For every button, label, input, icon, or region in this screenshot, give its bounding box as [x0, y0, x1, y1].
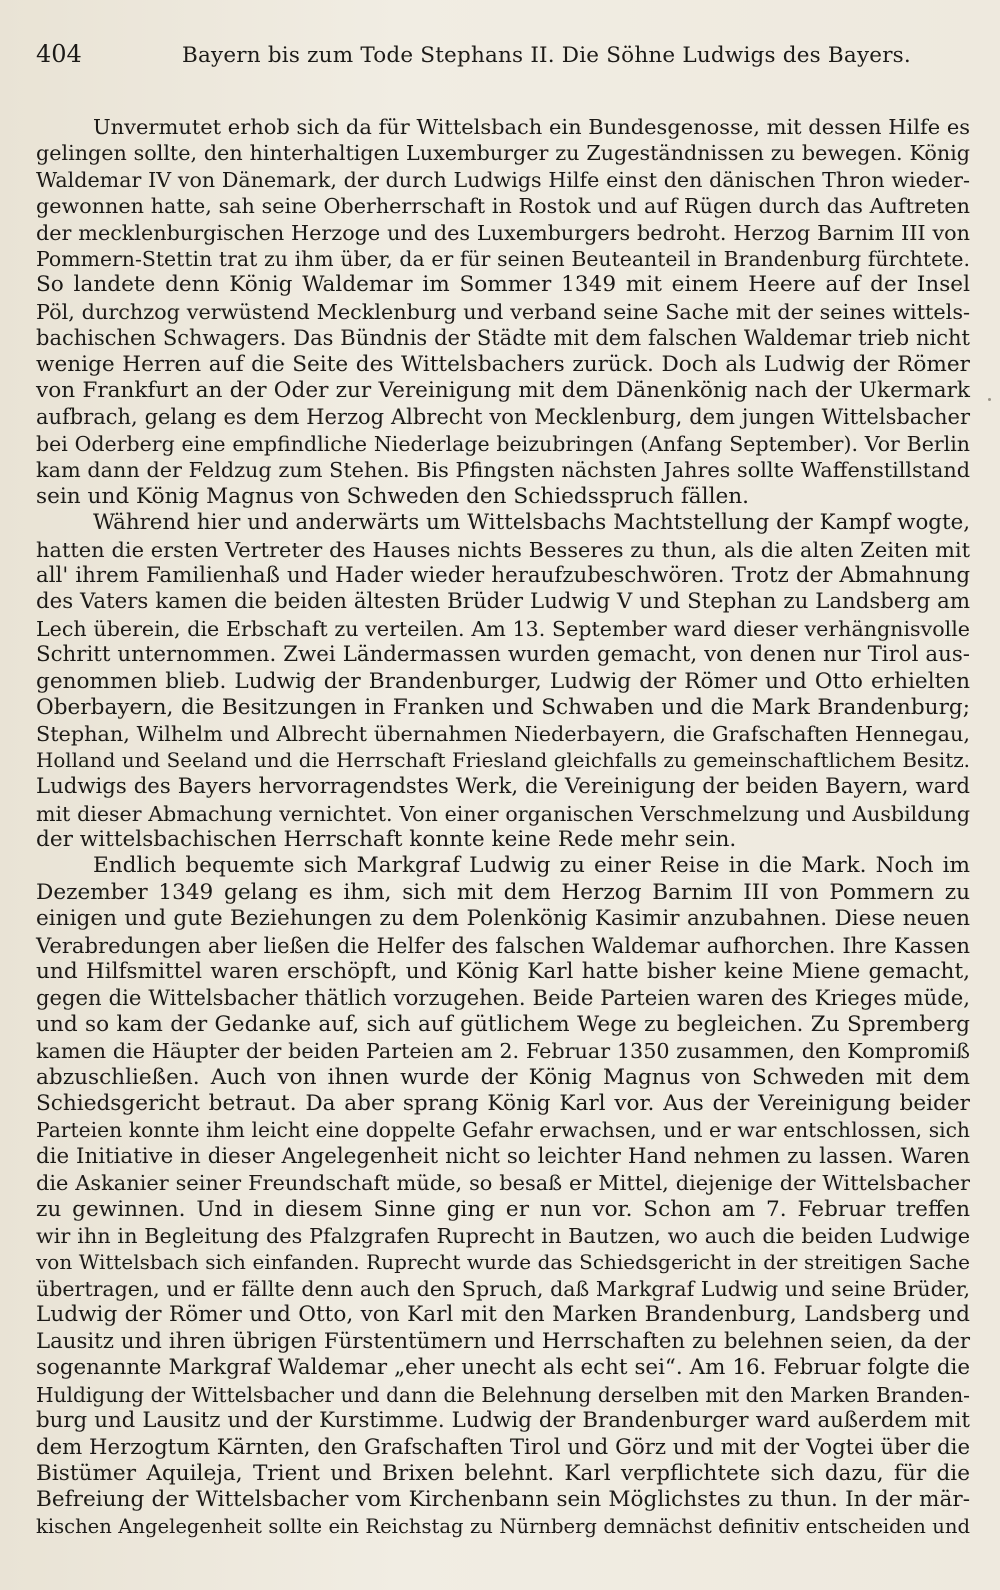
text-line: mit dieser Abmachung vernichtet. Von einer organischen Verschmelzung und Ausbildung: [36, 801, 970, 826]
text-line: Dezember 1349 gelang es ihm, sich mit dem Herzog Barnim III von Pommern zu: [36, 879, 970, 905]
text-line: Lech überein, die Erbschaft zu verteilen. Am 13. September ward dieser verhängnisvolle: [36, 616, 970, 641]
text-line: der wittelsbachischen Herrschaft konnte keine Rede mehr sein.: [36, 826, 737, 852]
text-line: Huldigung der Wittelsbacher und dann die Belehnung derselben mit den Marken Branden-: [36, 1382, 970, 1407]
text-line: gewonnen hatte, sah seine Oberherrschaft in Rostok und auf Rügen durch das Auftreten: [36, 194, 970, 219]
text-line: kam dann der Feldzug zum Stehen. Bis Pfingsten nächsten Jahres sollte Waffenstillstand: [36, 458, 970, 483]
page-number: 404: [36, 40, 82, 68]
text-line: sogenannte Markgraf Waldemar „eher unecht als echt sei“. Am 16. Februar folgte die: [36, 1355, 970, 1381]
text-line: Schritt unternommen. Zwei Ländermassen wurden gemacht, von denen nur Tirol aus-: [36, 642, 970, 668]
text-line: bei Oderberg eine empfindliche Niederlage beizubringen (Anfang September). Vor Berlin: [36, 431, 970, 456]
text-line: Bistümer Aquileja, Trient und Brixen belehnt. Karl verpflichtete sich dazu, für die: [36, 1460, 970, 1486]
text-line: So landete denn König Waldemar im Sommer 1349 mit einem Heere auf der Insel: [36, 272, 970, 298]
text-line: die Askanier seiner Freundschaft müde, so besaß er Mittel, diejenige der Wittelsbacher: [36, 1171, 970, 1196]
text-line: Schiedsgericht betraut. Da aber sprang König Karl vor. Aus der Vereinigung beider: [36, 1091, 970, 1117]
running-head: Bayern bis zum Tode Stephans II. Die Söhne Ludwigs des Bayers.: [182, 43, 911, 68]
text-line: Lausitz und ihren übrigen Fürstentümern und Herrschaften zu belehnen seien, da der: [36, 1328, 970, 1354]
text-line: genommen blieb. Ludwig der Brandenburger, Ludwig der Römer und Otto erhielten: [36, 668, 970, 694]
text-line: Befreiung der Wittelsbacher vom Kirchenbann sein Möglichstes zu thun. In der mär-: [36, 1487, 970, 1513]
text-line: Unvermutet erhob sich da für Wittelsbach ein Bundesgenosse, mit dessen Hilfe es: [93, 115, 970, 139]
paragraph-2: [36, 510, 970, 853]
text-line: Stephan, Wilhelm und Albrecht übernahmen Niederbayern, die Grafschaften Hennegau,: [36, 722, 970, 747]
text-line: abzuschließen. Auch von ihnen wurde der König Magnus von Schweden mit dem: [36, 1064, 970, 1090]
text-line: bachischen Schwagers. Das Bündnis der Städte mit dem falschen Waldemar trieb nicht: [36, 325, 970, 351]
text-line: all' ihrem Familienhaß und Hader wieder heraufzubeschwören. Trotz der Abmahnung: [36, 562, 970, 588]
margin-speck: [988, 398, 991, 401]
text-line: von Frankfurt an der Oder zur Vereinigung mit dem Dänenkönig nach der Ukermark: [36, 378, 970, 404]
text-line: Verabredungen aber ließen die Helfer des falschen Waldemar aufhorchen. Ihre Kassen: [36, 932, 970, 958]
text-line: wenige Herren auf die Seite des Wittelsbachers zurück. Doch als Ludwig der Römer: [36, 351, 970, 377]
text-line: kischen Angelegenheit sollte ein Reichstag zu Nürnberg demnächst definitiv entscheiden und: [36, 1514, 970, 1538]
text-line: Waldemar IV von Dänemark, der durch Ludwigs Hilfe einst den dänischen Thron wieder-: [36, 167, 970, 192]
text-line: zu gewinnen. Und in diesem Sinne ging er nun vor. Schon am 7. Februar treffen: [36, 1196, 970, 1222]
text-line: von Wittelsbach sich einfanden. Ruprecht wurde das Schiedsgericht in der streitigen Sache: [36, 1250, 970, 1275]
text-line: der mecklenburgischen Herzoge und des Luxemburgers bedroht. Herzog Barnim III von: [36, 220, 970, 245]
text-line: und Hilfsmittel waren erschöpft, und König Karl hatte bisher keine Miene gemacht,: [36, 959, 970, 984]
text-line: Pommern-Stettin trat zu ihm über, da er für seinen Beuteanteil in Brandenburg fürchtete.: [36, 247, 970, 272]
text-line: die Initiative in dieser Angelegenheit nicht so leichter Hand nehmen zu lassen. Waren: [36, 1143, 970, 1169]
text-line: gelingen sollte, den hinterhaltigen Luxemburger zu Zugeständnissen zu bewegen. König: [36, 141, 970, 166]
text-line: Oberbayern, die Besitzungen in Franken und Schwaben und die Mark Brandenburg;: [36, 694, 970, 720]
text-line: Parteien konnte ihm leicht eine doppelte Gefahr erwachsen, und er war entschlossen, sich: [36, 1118, 970, 1143]
text-line: einigen und gute Beziehungen zu dem Polenkönig Kasimir anzubahnen. Diese neuen: [36, 906, 970, 932]
text-line: hatten die ersten Vertreter des Hauses nichts Besseres zu thun, als die alten Zeiten mit: [36, 537, 970, 562]
body-text: [36, 114, 970, 1540]
text-line: Holland und Seeland und die Herrschaft Friesland gleichfalls zu gemeinschaftlichem Besitz.: [36, 748, 970, 772]
paragraph-3: [36, 853, 970, 1540]
text-line: übertragen, und er fällte denn auch den Spruch, daß Markgraf Ludwig und seine Brüder,: [36, 1276, 970, 1301]
text-line: Endlich bequemte sich Markgraf Ludwig zu einer Reise in die Mark. Noch im: [93, 853, 970, 879]
text-line: Ludwigs des Bayers hervorragendstes Werk, die Vereinigung der beiden Bayern, ward: [36, 774, 970, 800]
page-header: [36, 40, 970, 74]
text-line: burg und Lausitz und der Kurstimme. Ludwig der Brandenburger ward außerdem mit: [36, 1407, 970, 1433]
text-line: sein und König Magnus von Schweden den Schiedsspruch fällen.: [36, 483, 750, 509]
text-line: wir ihn in Begleitung des Pfalzgrafen Ruprecht in Bautzen, wo auch die beiden Ludwige: [36, 1224, 970, 1249]
text-line: Pöl, durchzog verwüstend Mecklenburg und verband seine Sache mit der seines wittels-: [36, 299, 970, 324]
text-line: aufbrach, gelang es dem Herzog Albrecht von Mecklenburg, dem jungen Wittelsbacher: [36, 405, 970, 430]
text-line: Ludwig der Römer und Otto, von Karl mit den Marken Brandenburg, Landsberg und: [36, 1302, 970, 1328]
text-line: gegen die Wittelsbacher thätlich vorzugehen. Beide Parteien waren des Krieges müde,: [36, 985, 970, 1011]
text-line: Während hier und anderwärts um Wittelsbachs Machtstellung der Kampf wogte,: [93, 510, 970, 536]
text-line: kamen die Häupter der beiden Parteien am 2. Februar 1350 zusammen, den Kompromiß: [36, 1039, 970, 1064]
text-line: dem Herzogtum Kärnten, den Grafschaften Tirol und Görz und mit der Vogtei über die: [36, 1434, 970, 1460]
paragraph-1: [36, 114, 970, 510]
text-line: und so kam der Gedanke auf, sich auf gütlichem Wege zu begleichen. Zu Spremberg: [36, 1011, 970, 1037]
text-line: des Vaters kamen die beiden ältesten Brüder Ludwig V und Stephan zu Landsberg am: [36, 589, 970, 615]
